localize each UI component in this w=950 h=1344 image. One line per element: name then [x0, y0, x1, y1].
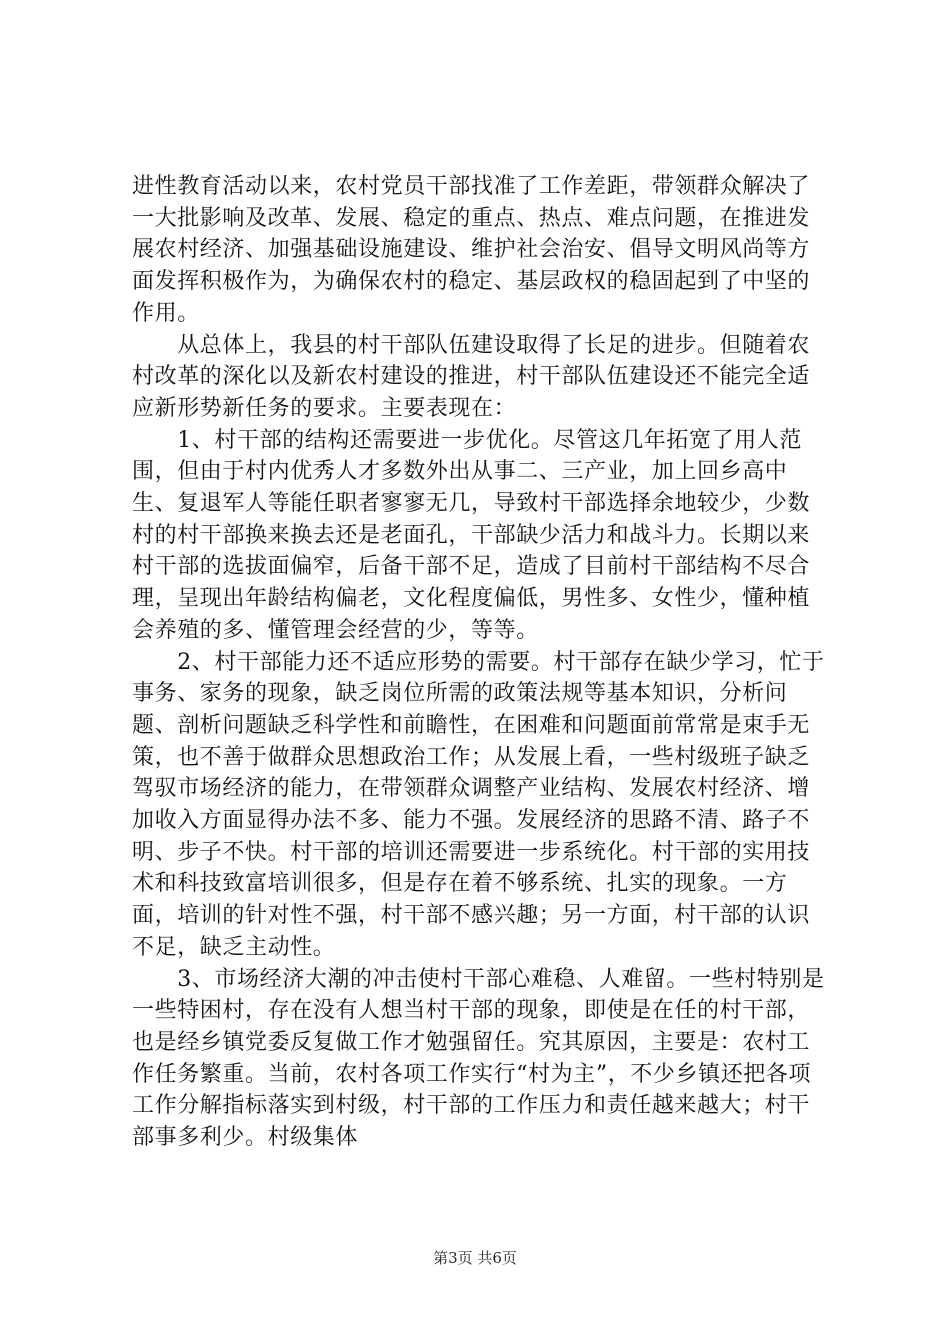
page-number: 第3页 共6页 [433, 1249, 517, 1267]
paragraph-5: 3、市场经济大潮的冲击使村干部心难稳、人难留。一些村特别是一些特困村，存在没有人想当村干部的现象，即使是在任的村干部，也是经乡镇党委反复做工作才勉强留任。究其原因，主要是：农村工作任务繁重。当前，农村各项工作实行“村为主”，不少乡镇还把各项工作分解指标落实到村级，村干部的工作压力和责任越来越大；村干部事多利少。村级集体 [132, 966, 825, 1151]
page-footer [0, 1247, 950, 1268]
document-body [132, 171, 832, 1154]
paragraph-4: 2、村干部能力还不适应形势的需要。村干部存在缺少学习，忙于事务、家务的现象，缺乏岗位所需的政策法规等基本知识，分析问题、剖析问题缺乏科学性和前瞻性，在困难和问题面前常常是束手无策，也不善于做群众思想政治工作；从发展上看，一些村级班子缺乏驾驭市场经济的能力，在带领群众调整产业结构、发展农村经济、增加收入方面显得办法不多、能力不强。发展经济的思路不清、路子不明、步子不快。村干部的培训还需要进一步系统化。村干部的实用技术和科技致富培训很多，但是存在着不够系统、扎实的现象。一方面，培训的针对性不强，村干部不感兴趣；另一方面，村干部的认识不足，缺乏主动性。 [132, 649, 825, 960]
paragraph-1: 进性教育活动以来，农村党员干部找准了工作差距，带领群众解决了一大批影响及改革、发展、稳定的重点、热点、难点问题，在推进发展农村经济、加强基础设施建设、维护社会治安、倡导文明风尚等方面发挥积极作为，为确保农村的稳定、基层政权的稳固起到了中坚的作用。 [132, 174, 811, 326]
paragraph-2: 从总体上，我县的村干部队伍建设取得了长足的进步。但随着农村改革的深化以及新农村建设的推进，村干部队伍建设还不能完全适应新形势新任务的要求。主要表现在： [132, 332, 811, 421]
paragraph-3: 1、村干部的结构还需要进一步优化。尽管这几年拓宽了用人范围，但由于村内优秀人才多数外出从事二、三产业，加上回乡高中生、复退军人等能任职者寥寥无几，导致村干部选择余地较少，少数村的村干部换来换去还是老面孔，干部缺少活力和战斗力。长期以来村干部的选拔面偏窄，后备干部不足，造成了目前村干部结构不尽合理，呈现出年龄结构偏老，文化程度偏低，男性多、女性少，懂种植会养殖的多、懂管理会经营的少，等等。 [132, 427, 811, 643]
